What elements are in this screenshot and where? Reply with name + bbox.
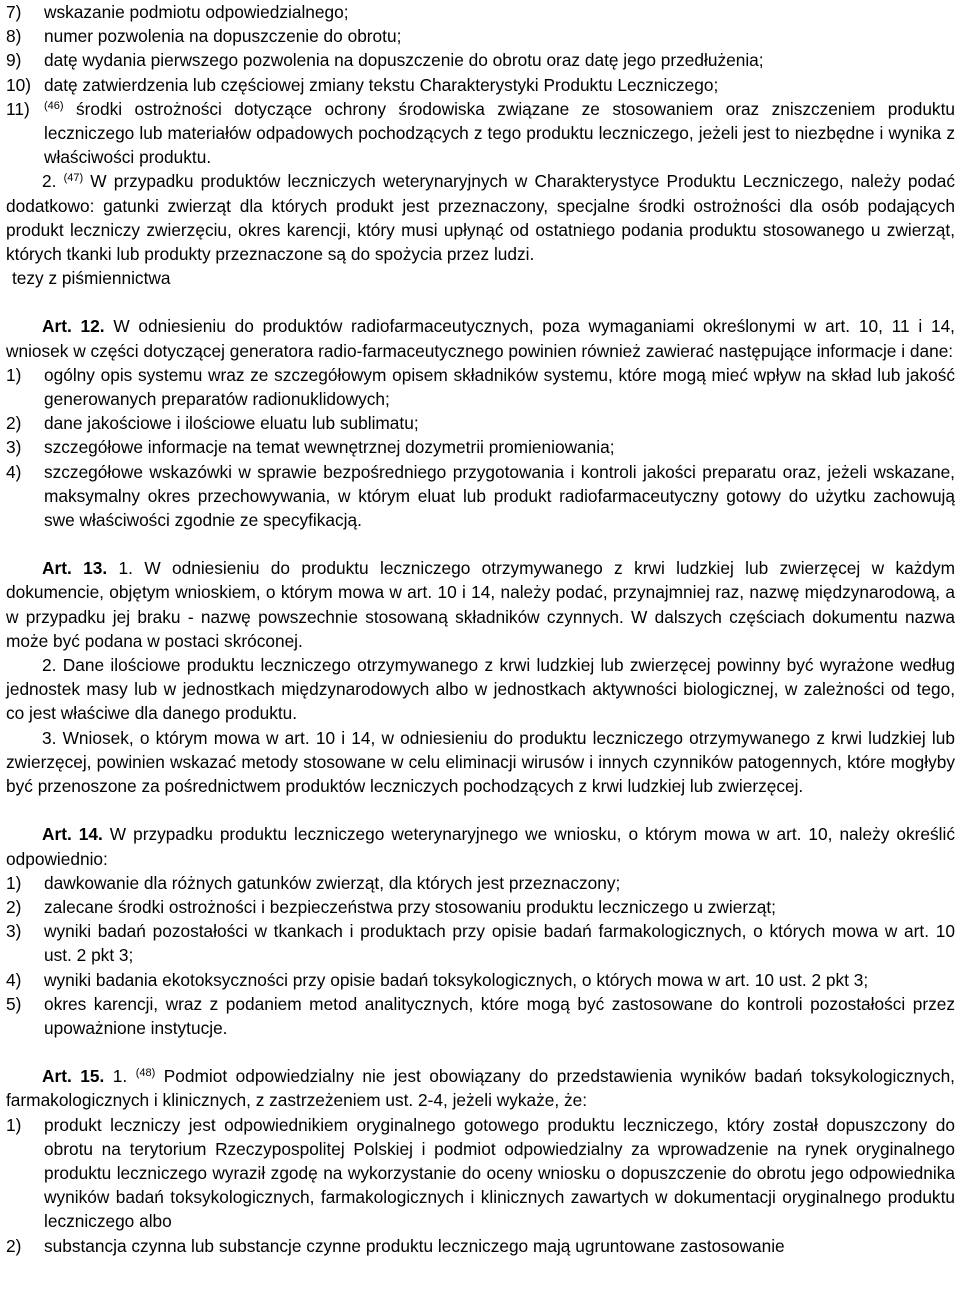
article-13-p1 (6, 556, 955, 653)
list-item (6, 73, 955, 97)
list-item (6, 871, 955, 895)
article-14-body: W przypadku produktu leczniczego weterynaryjnego we wniosku, o którym mowa w art. 10, należy określić odpowiednio: (6, 824, 955, 869)
list-item-number: 4) (6, 461, 22, 482)
list-item-number: 10) (6, 74, 31, 95)
list-item (6, 460, 955, 533)
list-item (6, 895, 955, 919)
list-item-text: zalecane środki ostrożności i bezpieczeństwa przy stosowaniu produktu leczniczego u zwierząt; (44, 896, 776, 917)
paragraph-number: 2. (42, 171, 57, 192)
list-item (6, 968, 955, 992)
list-item (6, 1234, 955, 1258)
paragraph-2-body: W przypadku produktów leczniczych weterynaryjnych w Charakterystyce Produktu Leczniczego, należy podać dodatkowo: gatunki zwierząt dla których produkt jest przeznaczony, specjalne środki ostrożności dla osób podających produkt leczniczy zwierzęciu, okres karencji, który musi upłynąć od ostatniego podania produktu stosowanego u zwierząt, których tkanki lub produkty przeznaczone są do spożycia przez ludzi. (6, 171, 955, 265)
list-item-number: 2) (6, 896, 22, 917)
list-item-text: numer pozwolenia na dopuszczenie do obrotu; (44, 26, 402, 47)
list-item-text: datę zatwierdzenia lub częściowej zmiany tekstu Charakterystyki Produktu Leczniczego; (44, 74, 719, 95)
list-item-text: wskazanie podmiotu odpowiedzialnego; (44, 2, 349, 22)
list-item (6, 992, 955, 1040)
article-heading: Art. 14. (42, 824, 103, 845)
list-item (6, 435, 955, 459)
list-item-text: datę wydania pierwszego pozwolenia na dopuszczenie do obrotu oraz datę jego przedłużenia; (44, 50, 764, 71)
list-item-number: 2) (6, 413, 22, 434)
list-item-number: 3) (6, 921, 22, 942)
list-item-text: produkt leczniczy jest odpowiednikiem oryginalnego gotowego produktu leczniczego, który został dopuszczony do obrotu na terytorium Rzeczypospolitej Polskiej i podmiot odpowiedzialny za wprowadzenie na rynek oryginalnego produktu leczniczego wyraził zgodę na wykorzystanie do oceny wniosku o dopuszczenie do obrotu jego odpowiednika wyników badań toksykologicznych, farmakologicznych i klinicznych zawartych w dokumentacji oryginalnego produktu leczniczego albo (44, 1114, 955, 1232)
spacer (6, 1040, 955, 1064)
list-item-text: wyniki badań pozostałości w tkankach i produktach przy opisie badań farmakologicznych, o których mowa w art. 10 ust. 2 pkt 3; (44, 921, 955, 966)
list-item-text (44, 97, 955, 170)
article-15-body: Podmiot odpowiedzialny nie jest obowiązany do przedstawienia wyników badań toksykologicznych, farmakologicznych i klinicznych, z zastrzeżeniem ust. 2-4, jeżeli wykaże, że: (6, 1066, 955, 1111)
footnote-marker: (46) (44, 99, 64, 112)
list-item-text: okres karencji, wraz z podaniem metod analitycznych, które mogą być zastosowane do kontroli pozostałości przez upoważnione instytucje. (44, 993, 955, 1038)
list-item-number: 9) (6, 50, 22, 71)
list-item (6, 0, 955, 24)
paragraph-number: 1. (118, 558, 133, 579)
list-item-number: 7) (6, 2, 22, 22)
list-item-text: szczegółowe informacje na temat wewnętrznej dozymetrii promieniowania; (44, 437, 615, 458)
article-13-p2: 2. Dane ilościowe produktu leczniczego otrzymywanego z krwi ludzkiej lub zwierzęcej powinny być wyrażone według jednostek masy lub w jednostkach międzynarodowych albo w jednostkach aktywności biologicznej, w zależności od tego, co jest właściwe dla danego produktu. (6, 655, 955, 724)
spacer (6, 532, 955, 556)
paragraph-2 (6, 169, 955, 266)
article-13-p3: 3. Wniosek, o którym mowa w art. 10 i 14, w odniesieniu do produktu leczniczego otrzymywanego z krwi ludzkiej lub zwierzęcej, powinien wskazać metody stosowane w celu eliminacji wirusów i innych czynników patogennych, które mogłyby być przenoszone za pośrednictwem produktów leczniczych pochodzących z krwi ludzkiej lub zwierzęcej. (6, 727, 955, 797)
list-item (6, 363, 955, 411)
paragraph-number: 1. (112, 1066, 128, 1087)
list-item-number: 1) (6, 872, 22, 893)
list-item (6, 1113, 955, 1234)
commentary-link[interactable]: tezy z piśmiennictwa (12, 268, 171, 289)
article-12-intro (6, 314, 955, 362)
list-item-number: 1) (6, 1114, 22, 1135)
list-item-text: substancja czynna lub substancje czynne produktu leczniczego mają ugruntowane zastosowanie (44, 1235, 785, 1256)
list-item-number: 8) (6, 26, 22, 47)
article-heading: Art. 15. (42, 1066, 105, 1087)
article-heading: Art. 13. (42, 558, 108, 579)
article-15-intro (6, 1064, 955, 1112)
list-item-number: 11) (6, 98, 30, 119)
article-14-intro (6, 822, 955, 870)
list-item-text: dane jakościowe i ilościowe eluatu lub sublimatu; (44, 413, 419, 434)
article-13-p1-body: W odniesieniu do produktu leczniczego otrzymywanego z krwi ludzkiej lub zwierzęcej w każdym dokumencie, objętym wnioskiem, o którym mowa w art. 10 i 14, należy podać, przynajmniej raz, nazwę międzynarodową, a w przypadku jej braku - nazwę powszechnie stosowaną składników czynnych. W dalszych częściach dokumentu nazwa może być podana w postaci skróconej. (6, 558, 955, 651)
spacer (6, 798, 955, 822)
list-item (6, 48, 955, 72)
spacer (6, 290, 955, 314)
list-item-number: 4) (6, 969, 22, 990)
list-item (6, 919, 955, 967)
list-item-number: 5) (6, 993, 22, 1014)
list-item-number: 3) (6, 437, 22, 458)
article-heading: Art. 12. (42, 316, 105, 337)
list-item-number: 1) (6, 364, 22, 385)
list-item-text: szczegółowe wskazówki w sprawie bezpośredniego przygotowania i kontroli jakości preparatu oraz, jeżeli wskazane, maksymalny okres przechowywania, w którym eluat lub produkt radiofarmaceutyczny gotowy do użytku zachowują swe właściwości zgodnie ze specyfikacją. (44, 461, 955, 531)
article-12-body: W odniesieniu do produktów radiofarmaceutycznych, poza wymaganiami określonymi w art. 10, 11 i 14, wniosek w części dotyczącej generatora radio-farmaceutycznego powinien również zawierać następujące informacje i dane: (6, 316, 955, 361)
list-item-number: 2) (6, 1235, 22, 1256)
footnote-marker: (48) (135, 1067, 156, 1080)
list-item (6, 24, 955, 48)
item-11-body: środki ostrożności dotyczące ochrony środowiska związane ze stosowaniem oraz zniszczeniem produktu leczniczego lub materiałów odpadowych pochodzących z tego produktu leczniczego, jeżeli jest to niezbędne i wynika z właściwości produktu. (44, 98, 955, 168)
list-item-text: dawkowanie dla różnych gatunków zwierząt, dla których jest przeznaczony; (44, 872, 621, 893)
list-item-text: wyniki badania ekotoksyczności przy opisie badań toksykologicznych, o których mowa w art. 10 ust. 2 pkt 3; (44, 969, 869, 990)
list-item-text: ogólny opis systemu wraz ze szczegółowym opisem składników systemu, które mogą mieć wpływ na skład lub jakość generowanych preparatów radionuklidowych; (44, 364, 955, 410)
footnote-marker: (47) (63, 172, 84, 185)
list-item-11 (6, 97, 955, 170)
list-item (6, 411, 955, 435)
